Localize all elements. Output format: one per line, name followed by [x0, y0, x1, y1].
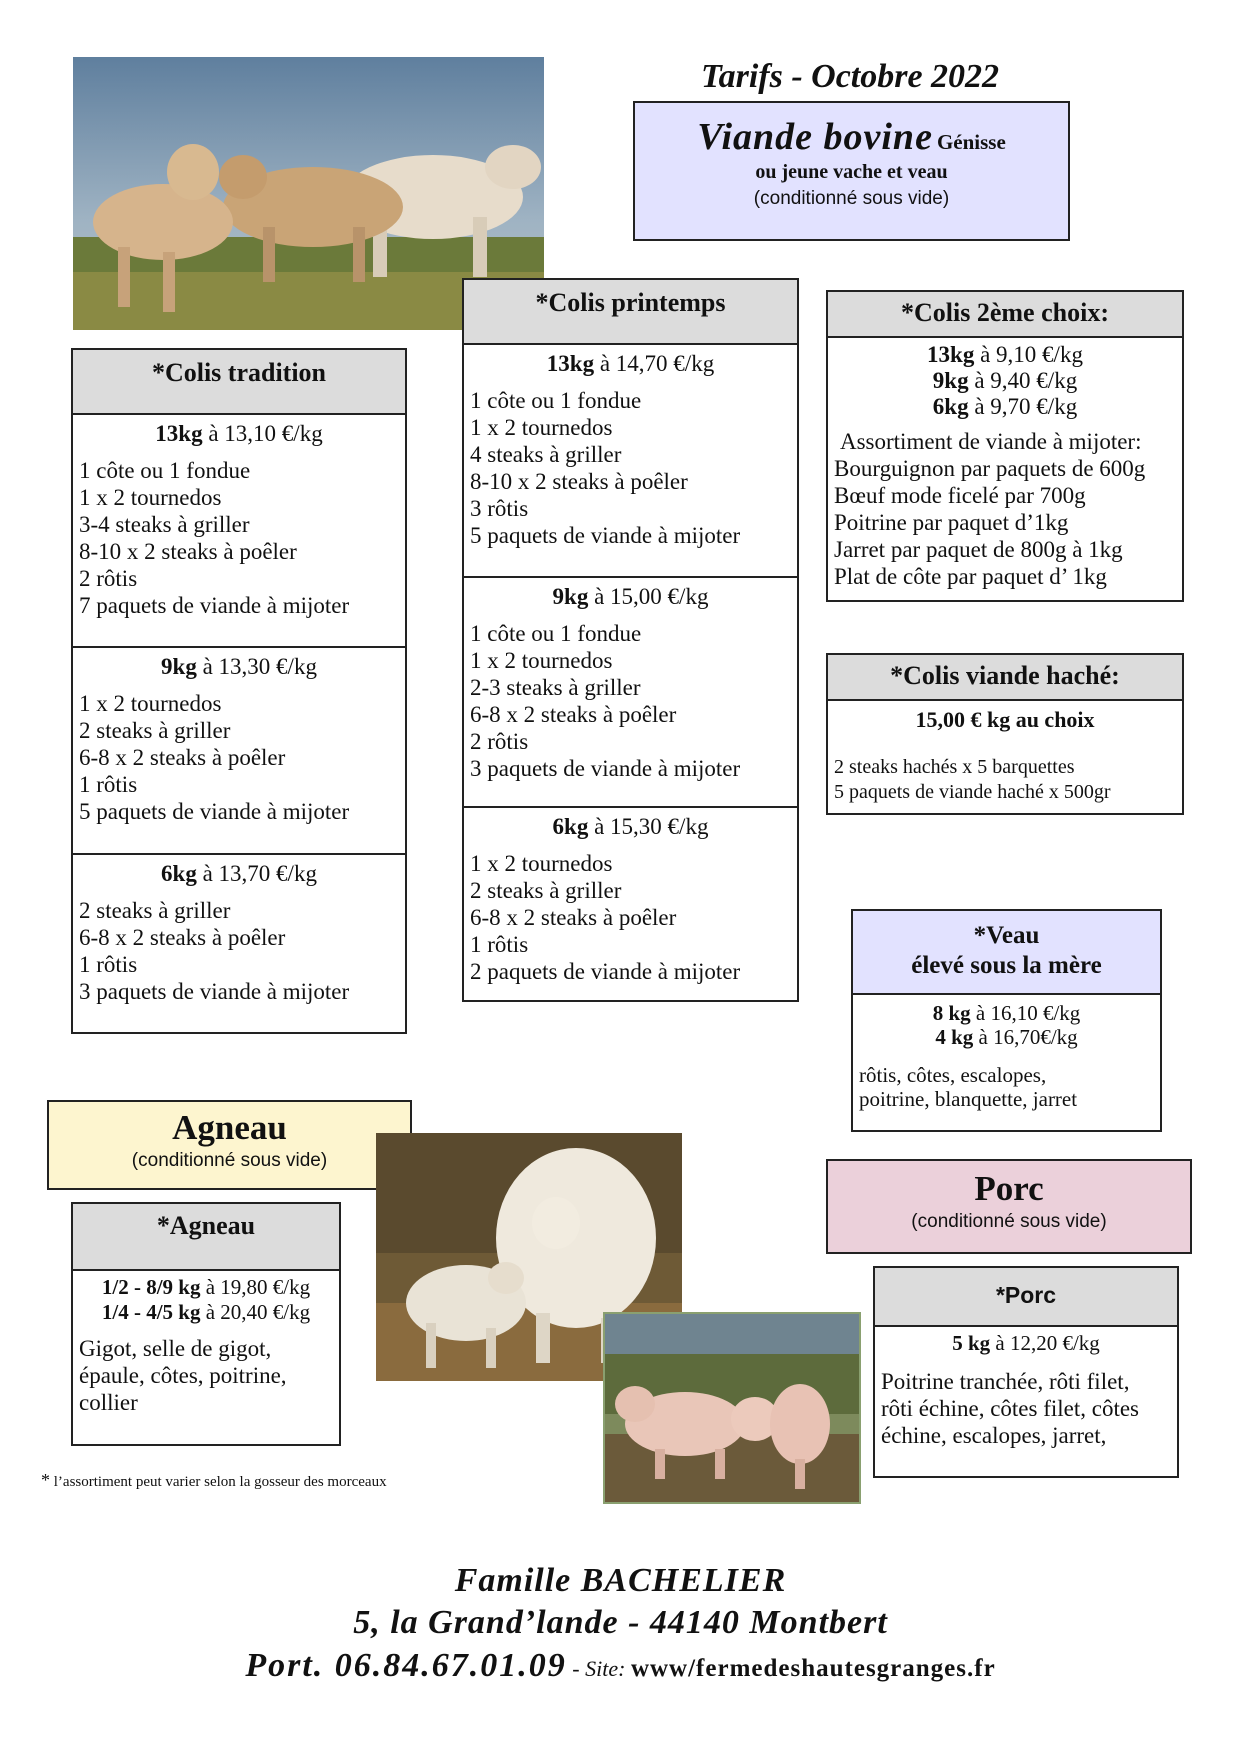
footer-family: Famille BACHELIER [454, 1562, 787, 1599]
printemps-section-6 [464, 806, 797, 985]
weight: 6kg [552, 814, 589, 839]
footer-address: 5, la Grand’lande - 44140 Montbert [353, 1604, 888, 1641]
weight: 4 kg [935, 1025, 974, 1049]
list-item: 5 paquets de viande à mijoter [470, 523, 741, 548]
list-item: 2-3 steaks à griller [470, 675, 641, 700]
list-item: 1 côte ou 1 fondue [470, 388, 642, 413]
price: à 13,30 €/kg [196, 654, 317, 679]
list-item: 6-8 x 2 steaks à poêler [79, 925, 286, 950]
agneau-title: *Agneau [73, 1204, 339, 1271]
assortment-intro: Assortiment de viande à mijoter: [840, 429, 1142, 454]
footnote [41, 1470, 387, 1491]
weight: 1/4 - 4/5 kg [101, 1300, 201, 1324]
printemps-section-9 [464, 576, 797, 806]
list-item: échine, escalopes, jarret, [881, 1423, 1107, 1448]
price: à 19,80 €/kg [200, 1275, 311, 1299]
price: à 15,30 €/kg [588, 814, 709, 839]
list-item: 1 x 2 tournedos [79, 691, 222, 716]
list-item: 1 rôtis [79, 952, 138, 977]
footer-site-label: - Site: [566, 1656, 631, 1681]
porc-box [873, 1266, 1179, 1478]
list-item: 6-8 x 2 steaks à poêler [470, 905, 677, 930]
porc-title: *Porc [875, 1268, 1177, 1327]
tradition-section-6 [73, 853, 405, 1005]
list-item: collier [79, 1390, 138, 1415]
list-item: Poitrine par paquet d’1kg [834, 510, 1069, 535]
weight: 13kg [927, 342, 975, 367]
porc-banner-title: Porc [974, 1169, 1044, 1208]
footnote-star: * [41, 1470, 50, 1490]
agneau-box [71, 1202, 341, 1446]
bovine-suffix: Génisse [936, 130, 1006, 154]
price: à 13,10 €/kg [202, 421, 323, 446]
bovine-title: Viande bovine [697, 116, 933, 158]
list-item: 6-8 x 2 steaks à poêler [79, 745, 286, 770]
colis-2eme-choix-box [826, 290, 1184, 602]
colis-viande-hache-box [826, 653, 1184, 815]
footer-phone: Port. 06.84.67.01.09 [245, 1647, 567, 1684]
list-item: Plat de côte par paquet d’ 1kg [834, 564, 1107, 589]
pig-photo [603, 1312, 861, 1504]
veau-box [851, 909, 1162, 1132]
weight: 8 kg [932, 1001, 971, 1025]
porc-banner-cond: (conditionné sous vide) [911, 1211, 1107, 1232]
price: à 13,70 €/kg [196, 861, 317, 886]
tradition-section-13 [73, 415, 405, 646]
price: à 15,00 €/kg [588, 584, 709, 609]
weight: 13kg [546, 351, 595, 376]
agneau-banner-cond: (conditionné sous vide) [131, 1150, 328, 1171]
weight: 9kg [161, 654, 197, 679]
footnote-text: l’assortiment peut varier selon la gosseur des morceaux [50, 1474, 387, 1490]
footer [0, 1560, 1241, 1694]
list-item: Jarret par paquet de 800g à 1kg [834, 537, 1123, 562]
bovine-cond: (conditionné sous vide) [753, 188, 950, 209]
colis-tradition-box [71, 348, 407, 1034]
list-item: 8-10 x 2 steaks à poêler [79, 539, 297, 564]
price: à 9,70 €/kg [968, 394, 1078, 419]
list-item: 3 rôtis [470, 496, 529, 521]
list-item: 3 paquets de viande à mijoter [470, 756, 741, 781]
list-item: 5 paquets de viande à mijoter [79, 799, 350, 824]
weight: 9kg [932, 368, 969, 393]
list-item: 8-10 x 2 steaks à poêler [470, 469, 688, 494]
list-item: 1 rôtis [470, 932, 529, 957]
list-item: Poitrine tranchée, rôti filet, [881, 1369, 1130, 1394]
colis-tradition-title: *Colis tradition [73, 350, 405, 415]
list-item: 7 paquets de viande à mijoter [79, 593, 350, 618]
hache-price: 15,00 € kg au choix [915, 707, 1095, 732]
list-item: 1 x 2 tournedos [470, 648, 613, 673]
porc-banner [826, 1159, 1192, 1254]
veau-subtitle: élevé sous la mère [911, 952, 1102, 979]
list-item: 6-8 x 2 steaks à poêler [470, 702, 677, 727]
price: à 12,20 €/kg [990, 1331, 1100, 1355]
bovine-sub: ou jeune vache et veau [755, 161, 948, 183]
list-item: 1 x 2 tournedos [470, 851, 613, 876]
list-item: 3 paquets de viande à mijoter [79, 979, 350, 1004]
list-item: 2 steaks à griller [470, 878, 622, 903]
colis-printemps-title: *Colis printemps [464, 280, 797, 345]
list-item: rôti échine, côtes filet, côtes [881, 1396, 1140, 1421]
colis-viande-hache-title: *Colis viande haché: [828, 655, 1182, 701]
price: à 9,40 €/kg [968, 368, 1078, 393]
list-item: Bourguignon par paquets de 600g [834, 456, 1146, 481]
list-item: 2 rôtis [470, 729, 529, 754]
colis-2eme-choix-title: *Colis 2ème choix: [828, 292, 1182, 338]
list-item: 4 steaks à griller [470, 442, 622, 467]
list-item: 2 steaks à griller [79, 898, 231, 923]
price: à 14,70 €/kg [594, 351, 715, 376]
veau-header [853, 911, 1160, 995]
list-item: 1 x 2 tournedos [470, 415, 613, 440]
bovine-banner [633, 101, 1070, 241]
agneau-banner-title: Agneau [172, 1108, 287, 1147]
tradition-section-9 [73, 646, 405, 853]
list-item: 2 paquets de viande à mijoter [470, 959, 741, 984]
list-item: 1 x 2 tournedos [79, 485, 222, 510]
agneau-banner [47, 1100, 412, 1190]
list-item: rôtis, côtes, escalopes, [859, 1063, 1047, 1087]
weight: 5 kg [952, 1331, 991, 1355]
list-item: 1 côte ou 1 fondue [79, 458, 251, 483]
list-item: 2 steaks à griller [79, 718, 231, 743]
price: à 9,10 €/kg [974, 342, 1083, 367]
list-item: Gigot, selle de gigot, [79, 1336, 272, 1361]
weight: 1/2 - 8/9 kg [101, 1275, 201, 1299]
weight: 9kg [552, 584, 589, 609]
list-item: épaule, côtes, poitrine, [79, 1363, 287, 1388]
list-item: 1 côte ou 1 fondue [470, 621, 642, 646]
colis-printemps-box [462, 278, 799, 1002]
list-item: 3-4 steaks à griller [79, 512, 250, 537]
list-item: 1 rôtis [79, 772, 138, 797]
price: à 20,40 €/kg [200, 1300, 311, 1324]
weight: 6kg [932, 394, 969, 419]
list-item: 2 rôtis [79, 566, 138, 591]
list-item: poitrine, blanquette, jarret [859, 1087, 1078, 1111]
veau-title: *Veau [973, 922, 1040, 949]
price: à 16,10 €/kg [970, 1001, 1081, 1025]
date-title: Tarifs - Octobre 2022 [700, 58, 1000, 95]
list-item: 2 steaks hachés x 5 barquettes [834, 756, 1075, 778]
footer-site[interactable]: www/fermedeshautesgranges.fr [630, 1655, 996, 1682]
list-item: Bœuf mode ficelé par 700g [834, 483, 1086, 508]
list-item: 5 paquets de viande haché x 500gr [834, 781, 1111, 803]
weight: 13kg [155, 421, 203, 446]
printemps-section-13 [464, 345, 797, 576]
price: à 16,70€/kg [973, 1025, 1078, 1049]
weight: 6kg [161, 861, 197, 886]
